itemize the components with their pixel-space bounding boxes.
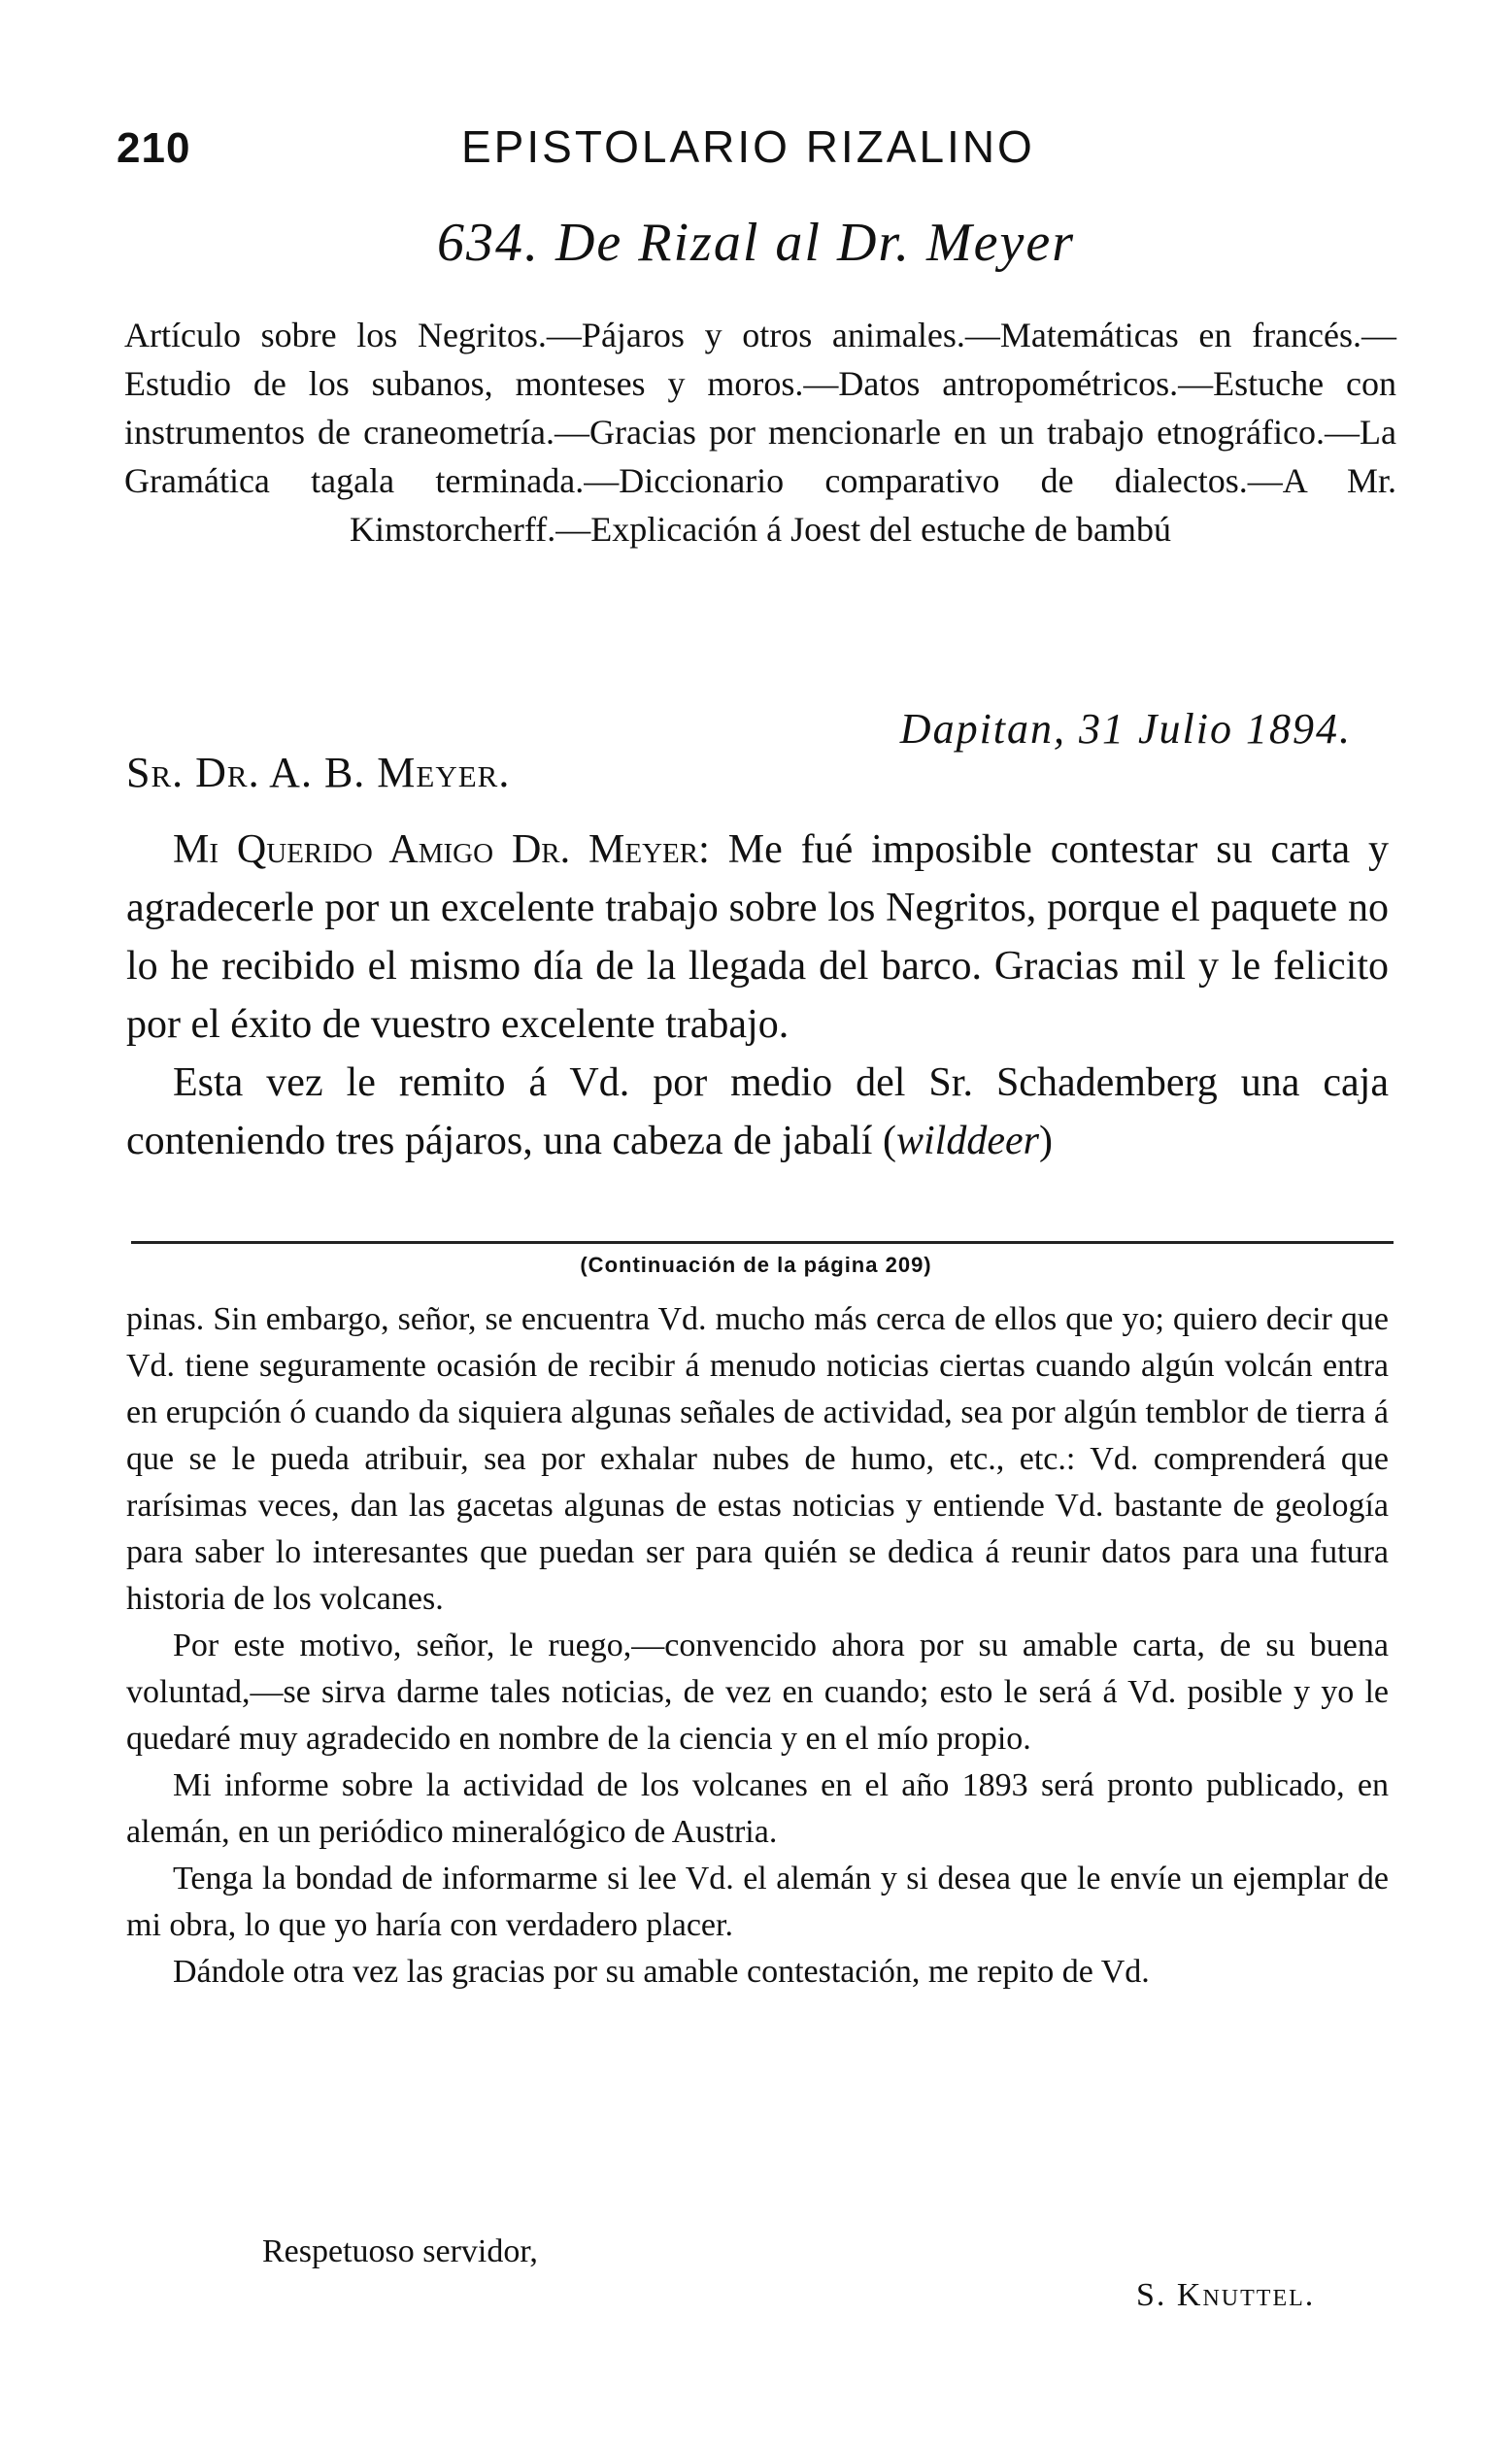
- footnote-paragraph: pinas. Sin embargo, señor, se encuentra Vd. mucho más cerca de ellos que yo; quiero decir que Vd. tiene seguramente ocasión de recibir á menudo noticias ciertas cuando algún volcán entra en erupción ó cuando da siquiera algunas señales de actividad, sea por algún temblor de tierra á que se le pueda atribuir, sea por exhalar nubes de humo, etc., etc.: Vd. comprenderá que rarísimas veces, dan las gacetas algunas de estas noticias y entiende Vd. bastante de geología para saber lo interesantes que puedan ser para quién se dedica á reunir datos para una futura historia de los volcanes.: [126, 1301, 1389, 1617]
- paragraph-text: Me fué imposible contestar su carta y agradecerle por un excelente trabajo sobre los Negritos, porque el paquete no lo he recibido el mismo día de la llegada del barco. Gracias mil y le felicito por el éxito de vuestro excelente trabajo.: [126, 827, 1390, 1047]
- place-date: Dapitan, 31 Julio 1894.: [899, 705, 1352, 753]
- running-title: EPISTOLARIO RIZALINO: [461, 121, 1035, 172]
- footnote-paragraph: Mi informe sobre la actividad de los volcanes en el año 1893 será pronto publicado, en alemán, en un periódico mineralógico de Austria.: [126, 1767, 1389, 1850]
- letter-title: 634. De Rizal al Dr. Meyer: [436, 213, 1075, 273]
- salutation: Mi Querido Amigo Dr. Meyer:: [173, 827, 710, 872]
- signature: S. Knuttel.: [1136, 2277, 1316, 2313]
- page-header: [117, 115, 1408, 192]
- footnote-divider: [131, 1241, 1394, 1244]
- paragraph-text: Esta vez le remito á Vd. por medio del Sr. Schademberg una caja conteniendo tres pájaros, una cabeza de jabalí (: [126, 1060, 1389, 1163]
- footnote-text: [126, 1296, 1389, 1996]
- letter-body: [126, 821, 1389, 1170]
- page-number: 210: [117, 124, 191, 172]
- paragraph-text: ): [1038, 1119, 1053, 1163]
- addressee: Sr. Dr. A. B. Meyer.: [126, 749, 511, 796]
- continuation-note: (Continuación de la página 209): [580, 1253, 932, 1277]
- letter-summary: Artículo sobre los Negritos.—Pájaros y otros animales.—Matemáticas en francés.—Estudio de los subanos, monteses y moros.—Datos antropométricos.—Estuche con instrumentos de craneometría.—Gracias por mencionarle en un trabajo etnográfico.—La Gramática tagala terminada.—Diccionario comparativo de dialectos.—A Mr. Kimstorcherff.—Explicación á Joest del estuche de bambú: [124, 316, 1396, 549]
- footnote-paragraph: Dándole otra vez las gracias por su amable contestación, me repito de Vd.: [173, 1954, 1150, 1990]
- footnote-paragraph: Tenga la bondad de informarme si lee Vd. el alemán y si desea que le envíe un ejemplar de mi obra, lo que yo haría con verdadero placer.: [126, 1861, 1389, 1943]
- footnote-paragraph: Por este motivo, señor, le ruego,—convencido ahora por su amable carta, de su buena voluntad,—se sirva darme tales noticias, de vez en cuando; esto le será á Vd. posible y yo le quedaré muy agradecido en nombre de la ciencia y en el mío propio.: [126, 1628, 1389, 1757]
- letter-paragraph: [126, 821, 1389, 1054]
- italic-term: wilddeer: [895, 1119, 1039, 1163]
- closing: Respetuoso servidor,: [262, 2233, 538, 2269]
- letter-paragraph: [126, 1054, 1389, 1170]
